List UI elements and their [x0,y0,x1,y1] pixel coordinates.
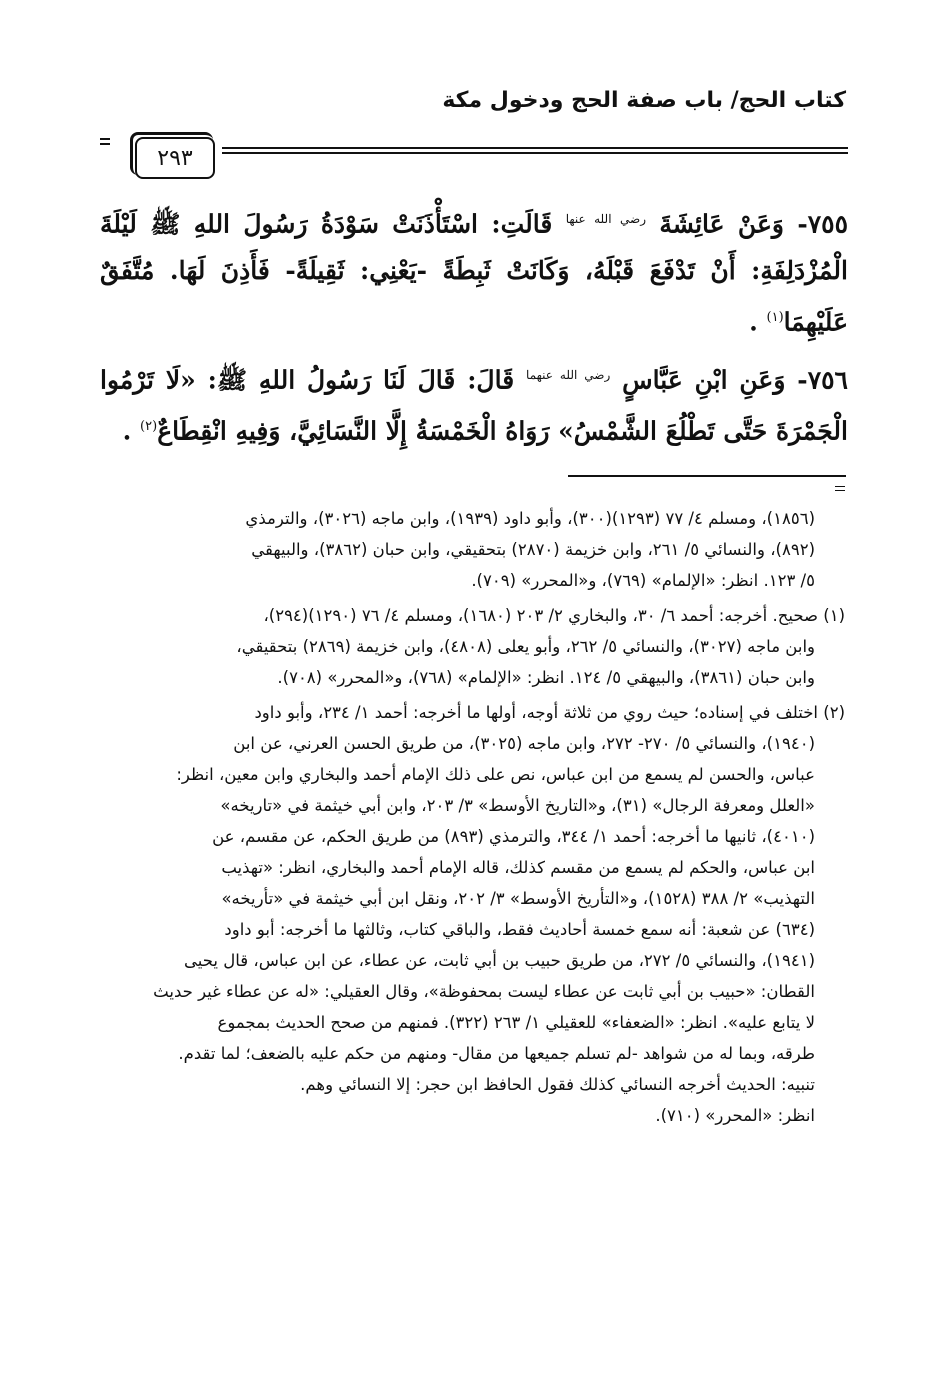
hadith-756 [100,352,848,455]
footnote-line: (١٩٤١)، والنسائي ٥/ ٢٧٢، من طريق حبيب بن أبي ثابت، عن عطاء، عن ابن عباس، قال يحيى [184,951,815,970]
footnotes [105,503,845,1135]
footnote-line: ٥/ ١٢٣. انظر: «الإلمام» (٧٦٩)، و«المحرر» (٧٠٩). [471,571,815,590]
hadith-end: . [122,416,141,446]
running-title: كتاب الحج/ باب صفة الحج ودخول مكة [442,88,846,113]
footnote-separator [568,475,846,477]
hadith-755 [100,196,848,346]
footnote-ref[interactable]: (٢) [140,418,158,434]
footnote-line: (٢) اختلف في إسناده؛ حيث روي من ثلاثة أوجه، أولها ما أخرجه: أحمد ١/ ٢٣٤، وأبو داود [254,703,845,722]
footnote-line: تنبيه: الحديث أخرجه النسائي كذلك فقول الحافظ ابن حجر: إلا النسائي وهم. [300,1075,815,1094]
footnote-continuation [105,503,845,596]
page-number: ٢٩٣ [135,137,215,179]
footnote-line: القطان: «حبيب بن أبي ثابت عن عطاء ليست بمحفوظة»، وقال العقيلي: «له عن عطاء غير حديث [153,982,815,1001]
footnote-line: طرقه، وبما له من شواهد -لم تسلم جميعها من مقال- ومنهم من حكم عليه بالضعف؛ لما تقدم. [178,1044,815,1063]
header-rule [100,126,848,176]
footnote-line: (١٨٥٦)، ومسلم ٤/ ٧٧ (١٢٩٣)(٣٠٠)، وأبو داود (١٩٣٩)، وابن ماجه (٣٠٢٦)، والترمذي [245,509,815,528]
hadith-end: . [749,307,767,337]
footnote-line: وابن حبان (٣٨٦١)، والبيهقي ٥/ ١٢٤. انظر: «الإلمام» (٧٦٨)، و«المحرر» (٧٠٨). [277,668,815,687]
hadith-text: وَعَنْ عَائِشَةَ [659,209,784,239]
footnote-line: (٦٣٤) عن شعبة: أنه سمع خمسة أحاديث فقط، والباقي كتاب، وثالثها ما أخرجه: أبو داود [224,920,815,939]
hadith-text: أَنْ تَدْفَعَ قَبْلَهُ، وَكَانَتْ ثَبِطَةً -يَعْنِي: ثَقِيلَةً- فَأَذِنَ لَهَا. مُتَّفَقٌ عَلَيْهِمَا [100,256,848,337]
honorific-glyph: رضي الله عنها [565,212,646,226]
footnote-line: وابن ماجه (٣٠٢٧)، والنسائي ٥/ ٢٦٢، وأبو يعلى (٤٨٠٨)، وابن خزيمة (٢٨٦٩) بتحقيقي، [236,637,815,656]
footnote-continuation-mark [835,486,845,494]
footnote-line: لا يتابع عليه». انظر: «الضعفاء» للعقيلي ١/ ٢٦٣ (٣٢٢). فمنهم من صحح الحديث بمجموع [217,1013,815,1032]
honorific-glyph: رضي الله عنهما [526,367,611,382]
hadith-text: قَالَ: قَالَ لَنَا رَسُولُ اللهِ ﷺ: «لَا تَرْمُوا الْجَمْرَةَ [100,364,848,446]
hadith-number: ٧٥٦- [797,364,848,394]
footnote-2 [105,697,845,1131]
footnote-line: (١٩٤٠)، والنسائي ٥/ ٢٧٠- ٢٧٢، وابن ماجه (٣٠٢٥)، من طريق الحسن العرني، عن ابن [233,734,815,753]
footnote-line: ابن عباس، والحكم لم يسمع من مقسم كذلك، قاله الإمام أحمد والبخاري، انظر: «تهذيب [221,858,815,877]
footnote-1 [105,600,845,693]
footnote-line: انظر: «المحرر» (٧١٠). [655,1106,815,1125]
hadith-number: ٧٥٥- [797,209,849,239]
footnote-line: (٨٩٢)، والنسائي ٥/ ٢٦١، وابن خزيمة (٢٨٧٠) بتحقيقي، وابن حبان (٣٨٦٢)، والبيهقي [251,540,815,559]
continuation-mark [100,138,110,148]
header-double-rule [222,147,848,154]
hadith-text: حَتَّى تَطْلُعَ الشَّمْسُ» رَوَاهُ الْخَمْسَةُ إِلَّا النَّسَائِيَّ، وَفِيهِ انْقِطَاعٌ [157,416,768,446]
hadith-text: قَالَتِ: اسْتَأْذَنَتْ سَوْدَةُ رَسُولَ اللهِ ﷺ لَيْلَةَ الْمُزْدَلِفَةِ: [100,209,848,286]
footnote-line: عباس، والحسن لم يسمع من ابن عباس، نص على ذلك الإمام أحمد والبخاري وابن معين، انظر: [176,765,815,784]
main-text [100,196,848,460]
footnote-line: (١) صحيح. أخرجه: أحمد ٦/ ٣٠، والبخاري ٢/ ٢٠٣ (١٦٨٠)، ومسلم ٤/ ٧٦ (١٢٩٠)(٢٩٤)، [263,606,845,625]
footnote-line: (٤٠١٠)، ثانيها ما أخرجه: أحمد ١/ ٣٤٤، والترمذي (٨٩٣) من طريق الحكم، عن مقسم، عن [212,827,815,846]
footnote-line: التهذيب» ٢/ ٣٨٨ (١٥٢٨)، و«التأريخ الأوسط» ٣/ ٢٠٢، ونقل ابن أبي خيثمة في «تأريخه» [221,889,815,908]
hadith-text: وَعَنِ ابْنِ عَبَّاسٍ [622,364,786,394]
footnote-line: «العلل ومعرفة الرجال» (٣١)، و«التاريخ الأوسط» ٣/ ٢٠٣، وابن أبي خيثمة في «تاريخه» [220,796,815,815]
footnote-ref[interactable]: (١) [766,310,784,326]
